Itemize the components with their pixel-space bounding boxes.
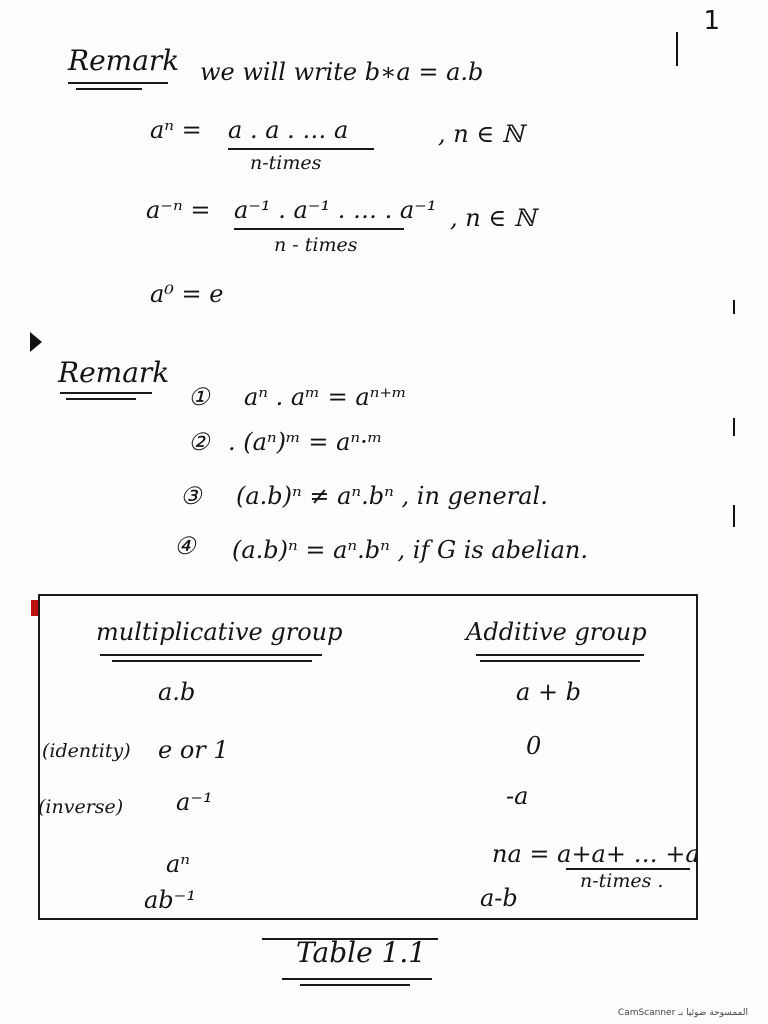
neg-power-cond: , n ∈ ℕ <box>450 204 536 232</box>
neg-power-brace-label: n - times <box>274 234 358 256</box>
remark1-title: Remark <box>68 44 180 77</box>
add-difference: a-b <box>480 884 518 912</box>
rule-2: . (aⁿ)ᵐ = aⁿ·ᵐ <box>228 428 383 456</box>
table-header-multiplicative: multiplicative group <box>96 618 343 646</box>
power-lhs: aⁿ = <box>150 116 202 144</box>
remark1-text: we will write b∗a = a.b <box>200 58 484 86</box>
margin-red-mark <box>31 600 38 616</box>
power-expr: a . a . … a <box>228 116 349 144</box>
rule-3-num: ③ <box>180 482 202 510</box>
edge-mark <box>733 300 735 314</box>
edge-mark <box>733 418 735 436</box>
remark2-underline <box>60 392 152 394</box>
remark1-underline <box>68 82 168 84</box>
remark2-title: Remark <box>58 356 170 389</box>
margin-arrow-mark <box>30 332 42 352</box>
power-brace-label: n-times <box>250 152 322 174</box>
add-identity: 0 <box>526 732 542 760</box>
mult-power: aⁿ <box>166 850 191 878</box>
row-label-identity: (identity) <box>42 740 131 762</box>
add-multiple-brace-label: n-times . <box>580 870 664 892</box>
neg-power-lhs: a⁻ⁿ = <box>146 196 211 224</box>
header-underline <box>100 654 322 656</box>
zero-power: a⁰ = e <box>150 280 224 308</box>
mult-operation: a.b <box>158 678 196 706</box>
add-multiple: na = a+a+ … +a <box>492 840 700 868</box>
rule-4-num: ④ <box>174 532 196 560</box>
remark2-underline-2 <box>66 398 136 400</box>
rule-1-num: ① <box>188 383 210 411</box>
neg-power-brace <box>234 228 404 230</box>
caption-underline-2 <box>300 984 410 986</box>
header-underline-2 <box>112 660 312 662</box>
header-underline <box>476 654 644 656</box>
neg-power-expr: a⁻¹ . a⁻¹ . … . a⁻¹ <box>234 196 437 224</box>
table-caption: Table 1.1 <box>296 936 427 969</box>
rule-2-num: ② <box>188 428 210 456</box>
row-label-inverse: (inverse) <box>38 796 124 818</box>
header-underline-2 <box>480 660 640 662</box>
mult-quotient: ab⁻¹ <box>144 886 196 914</box>
caption-underline <box>282 978 432 980</box>
rule-1: aⁿ . aᵐ = aⁿ⁺ᵐ <box>244 383 407 411</box>
mult-identity: e or 1 <box>158 736 229 764</box>
page-number: 1 <box>703 6 720 36</box>
table-header-additive: Additive group <box>466 618 647 646</box>
edge-mark <box>733 505 735 527</box>
scanner-watermark: CamScanner الممسوحة ضوئيا بـ <box>617 1008 748 1018</box>
power-cond: , n ∈ ℕ <box>438 120 524 148</box>
caption-overline <box>262 938 438 940</box>
rule-4: (a.b)ⁿ = aⁿ.bⁿ , if G is abelian. <box>232 536 588 564</box>
remark1-underline-2 <box>76 88 142 90</box>
add-inverse: -a <box>506 782 529 810</box>
power-brace <box>228 148 374 150</box>
rule-3: (a.b)ⁿ ≠ aⁿ.bⁿ , in general. <box>236 482 548 510</box>
add-operation: a + b <box>516 678 582 706</box>
edge-mark <box>676 32 678 66</box>
mult-inverse: a⁻¹ <box>176 788 213 816</box>
